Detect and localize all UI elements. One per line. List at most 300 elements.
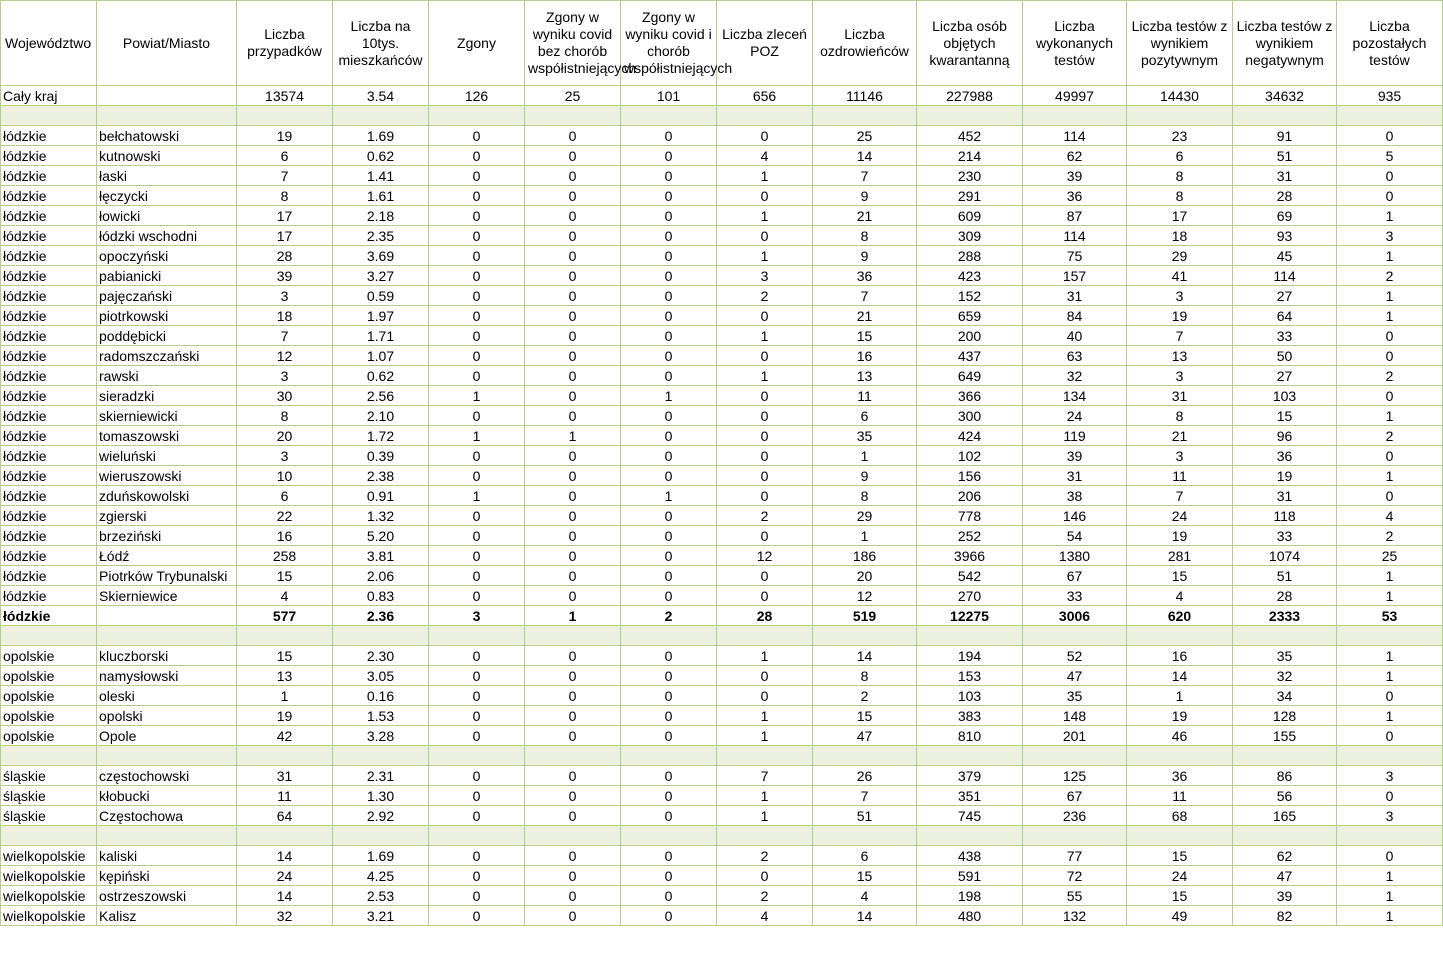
table-cell[interactable]: 0	[525, 526, 621, 546]
column-header[interactable]: Liczba ozdrowieńców	[813, 1, 917, 86]
table-cell[interactable]	[97, 626, 237, 646]
table-cell[interactable]: 0.83	[333, 586, 429, 606]
table-cell[interactable]: 67	[1023, 566, 1127, 586]
table-cell[interactable]: 27	[1233, 366, 1337, 386]
cell-county[interactable]: wieluński	[97, 446, 237, 466]
table-cell[interactable]: 0	[717, 566, 813, 586]
table-cell[interactable]: 0	[1337, 486, 1443, 506]
table-cell[interactable]: 1	[429, 426, 525, 446]
table-cell[interactable]: 4	[237, 586, 333, 606]
table-cell[interactable]	[1233, 826, 1337, 846]
table-cell[interactable]	[717, 746, 813, 766]
table-cell[interactable]: 1	[717, 786, 813, 806]
table-cell[interactable]: 39	[237, 266, 333, 286]
table-cell[interactable]	[429, 626, 525, 646]
table-cell[interactable]: 0	[621, 846, 717, 866]
table-cell[interactable]: 1074	[1233, 546, 1337, 566]
table-cell[interactable]	[1, 746, 97, 766]
table-cell[interactable]: 33	[1233, 326, 1337, 346]
table-cell[interactable]: 1	[1337, 666, 1443, 686]
table-cell[interactable]: 0	[1337, 186, 1443, 206]
cell-voivodeship[interactable]: łódzkie	[1, 406, 97, 426]
cell-voivodeship[interactable]: opolskie	[1, 726, 97, 746]
table-cell[interactable]: 16	[813, 346, 917, 366]
table-cell[interactable]: 0	[525, 386, 621, 406]
table-cell[interactable]: 0	[525, 406, 621, 426]
cell-voivodeship[interactable]: łódzkie	[1, 466, 97, 486]
table-cell[interactable]: 6	[813, 846, 917, 866]
table-cell[interactable]	[1127, 826, 1233, 846]
table-cell[interactable]: 3	[237, 446, 333, 466]
table-cell[interactable]: 0	[429, 686, 525, 706]
table-cell[interactable]: 0	[429, 186, 525, 206]
cell-county[interactable]: bełchatowski	[97, 126, 237, 146]
table-cell[interactable]: 438	[917, 846, 1023, 866]
table-cell[interactable]: 40	[1023, 326, 1127, 346]
table-cell[interactable]: 0	[1337, 346, 1443, 366]
table-cell[interactable]: 3.28	[333, 726, 429, 746]
table-cell[interactable]: 0	[621, 706, 717, 726]
table-cell[interactable]: 34	[1233, 686, 1337, 706]
cell-county[interactable]: łaski	[97, 166, 237, 186]
cell-voivodeship[interactable]: łódzkie	[1, 226, 97, 246]
cell-voivodeship[interactable]: łódzkie	[1, 546, 97, 566]
table-cell[interactable]: 1	[1127, 686, 1233, 706]
table-cell[interactable]: 0.59	[333, 286, 429, 306]
cell-county[interactable]: sieradzki	[97, 386, 237, 406]
table-cell[interactable]: 14	[237, 846, 333, 866]
table-cell[interactable]: 9	[813, 246, 917, 266]
table-cell[interactable]: 36	[813, 266, 917, 286]
table-cell[interactable]: 67	[1023, 786, 1127, 806]
table-cell[interactable]: 4	[813, 886, 917, 906]
table-cell[interactable]: 0	[717, 526, 813, 546]
table-cell[interactable]: 3	[1127, 446, 1233, 466]
table-cell[interactable]: 2	[717, 506, 813, 526]
table-cell[interactable]: 41	[1127, 266, 1233, 286]
cell-county[interactable]: częstochowski	[97, 766, 237, 786]
table-cell[interactable]: 1.07	[333, 346, 429, 366]
table-cell[interactable]: 49	[1127, 906, 1233, 926]
table-cell[interactable]: 28	[237, 246, 333, 266]
table-cell[interactable]: 1	[525, 606, 621, 626]
table-cell[interactable]	[1023, 106, 1127, 126]
column-header[interactable]: Liczba wykonanych testów	[1023, 1, 1127, 86]
table-cell[interactable]: 15	[1127, 846, 1233, 866]
table-cell[interactable]: 0	[525, 906, 621, 926]
table-cell[interactable]: 0	[525, 846, 621, 866]
table-cell[interactable]: 36	[1233, 446, 1337, 466]
table-cell[interactable]: 0	[525, 326, 621, 346]
table-cell[interactable]: 0	[621, 646, 717, 666]
table-cell[interactable]: 86	[1233, 766, 1337, 786]
table-cell[interactable]: 11	[1127, 466, 1233, 486]
table-cell[interactable]: 15	[237, 566, 333, 586]
table-cell[interactable]: 3.05	[333, 666, 429, 686]
table-cell[interactable]: 38	[1023, 486, 1127, 506]
table-cell[interactable]: 1	[717, 366, 813, 386]
cell-county[interactable]: Częstochowa	[97, 806, 237, 826]
table-cell[interactable]: 0	[621, 226, 717, 246]
table-cell[interactable]: 15	[1233, 406, 1337, 426]
table-cell[interactable]: 2.10	[333, 406, 429, 426]
table-cell[interactable]: 0	[429, 146, 525, 166]
cell-voivodeship[interactable]: łódzkie	[1, 166, 97, 186]
table-cell[interactable]	[1, 626, 97, 646]
table-cell[interactable]: 2	[1337, 426, 1443, 446]
table-cell[interactable]	[237, 106, 333, 126]
table-cell[interactable]: 0	[621, 886, 717, 906]
table-cell[interactable]: 157	[1023, 266, 1127, 286]
table-cell[interactable]: 33	[1233, 526, 1337, 546]
table-cell[interactable]: 1.69	[333, 126, 429, 146]
table-cell[interactable]: 0	[1337, 326, 1443, 346]
table-cell[interactable]: 2	[1337, 526, 1443, 546]
table-cell[interactable]: 0	[1337, 786, 1443, 806]
table-cell[interactable]: 424	[917, 426, 1023, 446]
table-cell[interactable]: 1.97	[333, 306, 429, 326]
table-cell[interactable]: 36	[1127, 766, 1233, 786]
table-cell[interactable]: 96	[1233, 426, 1337, 446]
table-cell[interactable]: 0	[525, 366, 621, 386]
cell-voivodeship[interactable]: łódzkie	[1, 266, 97, 286]
table-cell[interactable]: 7	[717, 766, 813, 786]
cell-county[interactable]: wieruszowski	[97, 466, 237, 486]
table-cell[interactable]: 0	[621, 766, 717, 786]
table-cell[interactable]: 31	[1233, 486, 1337, 506]
table-cell[interactable]: 0	[525, 886, 621, 906]
table-cell[interactable]	[1337, 626, 1443, 646]
table-cell[interactable]: 119	[1023, 426, 1127, 446]
table-cell[interactable]: 24	[1127, 866, 1233, 886]
table-cell[interactable]: 1	[237, 686, 333, 706]
cell-voivodeship[interactable]: łódzkie	[1, 426, 97, 446]
table-cell[interactable]: 1	[1337, 906, 1443, 926]
table-cell[interactable]: 1	[1337, 646, 1443, 666]
table-cell[interactable]: 13	[237, 666, 333, 686]
table-cell[interactable]: 31	[237, 766, 333, 786]
table-cell[interactable]: 0	[525, 646, 621, 666]
table-cell[interactable]: 0	[621, 726, 717, 746]
table-cell[interactable]: 20	[237, 426, 333, 446]
table-cell[interactable]: 18	[237, 306, 333, 326]
table-cell[interactable]: 114	[1023, 126, 1127, 146]
table-cell[interactable]: 0	[621, 266, 717, 286]
table-cell[interactable]: 34632	[1233, 86, 1337, 106]
table-cell[interactable]: 51	[813, 806, 917, 826]
cell-county[interactable]: brzeziński	[97, 526, 237, 546]
table-cell[interactable]	[813, 106, 917, 126]
table-cell[interactable]: 0	[429, 466, 525, 486]
table-cell[interactable]: 3	[237, 366, 333, 386]
table-cell[interactable]	[917, 746, 1023, 766]
table-cell[interactable]: 437	[917, 346, 1023, 366]
table-cell[interactable]: 1	[813, 526, 917, 546]
table-cell[interactable]: 51	[1233, 146, 1337, 166]
table-cell[interactable]: 30	[237, 386, 333, 406]
table-cell[interactable]: 47	[1023, 666, 1127, 686]
table-cell[interactable]: 745	[917, 806, 1023, 826]
table-cell[interactable]: 31	[1233, 166, 1337, 186]
table-cell[interactable]: 0	[429, 766, 525, 786]
table-cell[interactable]: 7	[237, 326, 333, 346]
table-cell[interactable]: 0	[429, 546, 525, 566]
table-cell[interactable]: 64	[1233, 306, 1337, 326]
cell-county[interactable]: kłobucki	[97, 786, 237, 806]
table-cell[interactable]: 20	[813, 566, 917, 586]
table-cell[interactable]: 25	[525, 86, 621, 106]
table-cell[interactable]	[1337, 106, 1443, 126]
table-cell[interactable]: 0	[525, 286, 621, 306]
table-cell[interactable]	[1023, 826, 1127, 846]
table-cell[interactable]: 16	[237, 526, 333, 546]
table-cell[interactable]: 649	[917, 366, 1023, 386]
table-cell[interactable]: 0	[525, 686, 621, 706]
table-cell[interactable]: 258	[237, 546, 333, 566]
table-cell[interactable]: 2	[1337, 266, 1443, 286]
table-cell[interactable]	[333, 746, 429, 766]
column-header[interactable]: Zgony w wyniku covid bez chorób współistniejących	[525, 1, 621, 86]
table-cell[interactable]: 12	[813, 586, 917, 606]
table-cell[interactable]	[717, 106, 813, 126]
table-cell[interactable]: 0	[429, 206, 525, 226]
table-cell[interactable]: 8	[1127, 166, 1233, 186]
table-cell[interactable]: 55	[1023, 886, 1127, 906]
table-cell[interactable]: 28	[1233, 186, 1337, 206]
table-cell[interactable]	[1233, 746, 1337, 766]
table-cell[interactable]: 0	[429, 506, 525, 526]
table-cell[interactable]: 0	[525, 186, 621, 206]
table-cell[interactable]: 14	[1127, 666, 1233, 686]
cell-voivodeship[interactable]: łódzkie	[1, 506, 97, 526]
table-cell[interactable]: 6	[237, 146, 333, 166]
table-cell[interactable]: 2	[1337, 366, 1443, 386]
cell-county[interactable]: piotrkowski	[97, 306, 237, 326]
table-cell[interactable]: 126	[429, 86, 525, 106]
table-cell[interactable]: 0	[429, 866, 525, 886]
table-cell[interactable]: 0	[621, 406, 717, 426]
table-cell[interactable]: 2333	[1233, 606, 1337, 626]
cell-county[interactable]: Piotrków Trybunalski	[97, 566, 237, 586]
table-cell[interactable]: 2.92	[333, 806, 429, 826]
table-cell[interactable]: 1	[717, 806, 813, 826]
table-cell[interactable]: 591	[917, 866, 1023, 886]
table-cell[interactable]: 1	[717, 246, 813, 266]
table-cell[interactable]: 2	[717, 886, 813, 906]
table-cell[interactable]: 1	[717, 166, 813, 186]
table-cell[interactable]: 35	[1233, 646, 1337, 666]
table-cell[interactable]: 11	[1127, 786, 1233, 806]
table-cell[interactable]: 656	[717, 86, 813, 106]
table-cell[interactable]: 15	[237, 646, 333, 666]
table-cell[interactable]	[525, 746, 621, 766]
table-cell[interactable]: 1	[717, 646, 813, 666]
table-cell[interactable]: 2.31	[333, 766, 429, 786]
table-cell[interactable]: 0	[525, 766, 621, 786]
table-cell[interactable]: 200	[917, 326, 1023, 346]
table-cell[interactable]: 0	[429, 366, 525, 386]
table-cell[interactable]: 7	[813, 286, 917, 306]
table-cell[interactable]: 227988	[917, 86, 1023, 106]
table-cell[interactable]: 8	[1127, 406, 1233, 426]
table-cell[interactable]: 0	[525, 126, 621, 146]
table-cell[interactable]: 1	[621, 386, 717, 406]
table-cell[interactable]: 1	[1337, 246, 1443, 266]
table-cell[interactable]: 33	[1023, 586, 1127, 606]
table-cell[interactable]	[1233, 106, 1337, 126]
table-cell[interactable]: 9	[813, 186, 917, 206]
table-cell[interactable]: 146	[1023, 506, 1127, 526]
table-cell[interactable]: 51	[1233, 566, 1337, 586]
table-cell[interactable]: 0	[525, 246, 621, 266]
table-cell[interactable]	[97, 826, 237, 846]
table-cell[interactable]: 19	[1233, 466, 1337, 486]
table-cell[interactable]: 1	[1337, 286, 1443, 306]
table-cell[interactable]: 778	[917, 506, 1023, 526]
table-cell[interactable]: 32	[1023, 366, 1127, 386]
cell-county[interactable]: Opole	[97, 726, 237, 746]
cell-county[interactable]: kaliski	[97, 846, 237, 866]
table-cell[interactable]: 0.39	[333, 446, 429, 466]
table-cell[interactable]: 0	[621, 586, 717, 606]
table-cell[interactable]: 19	[1127, 706, 1233, 726]
table-cell[interactable]: 3	[1337, 226, 1443, 246]
table-cell[interactable]: 52	[1023, 646, 1127, 666]
table-cell[interactable]: 12	[717, 546, 813, 566]
table-cell[interactable]: 577	[237, 606, 333, 626]
table-cell[interactable]: 39	[1023, 446, 1127, 466]
table-cell[interactable]	[621, 826, 717, 846]
table-cell[interactable]: 21	[1127, 426, 1233, 446]
cell-voivodeship[interactable]: łódzkie	[1, 246, 97, 266]
table-cell[interactable]: 14	[813, 646, 917, 666]
cell-voivodeship[interactable]: łódzkie	[1, 306, 97, 326]
table-cell[interactable]: 1	[1337, 406, 1443, 426]
table-cell[interactable]: 214	[917, 146, 1023, 166]
table-cell[interactable]: 0	[621, 566, 717, 586]
cell-voivodeship[interactable]: Cały kraj	[1, 86, 97, 106]
table-cell[interactable]: 4	[717, 146, 813, 166]
table-cell[interactable]: 659	[917, 306, 1023, 326]
table-cell[interactable]: 0	[429, 666, 525, 686]
table-cell[interactable]: 0	[621, 366, 717, 386]
cell-county[interactable]: kutnowski	[97, 146, 237, 166]
table-cell[interactable]: 0	[429, 586, 525, 606]
table-cell[interactable]: 0	[429, 346, 525, 366]
table-cell[interactable]: 0	[1337, 686, 1443, 706]
table-cell[interactable]: 379	[917, 766, 1023, 786]
table-cell[interactable]: 1	[1337, 466, 1443, 486]
table-cell[interactable]	[429, 106, 525, 126]
table-cell[interactable]: 64	[237, 806, 333, 826]
table-cell[interactable]: 8	[813, 486, 917, 506]
table-cell[interactable]: 102	[917, 446, 1023, 466]
table-cell[interactable]	[333, 826, 429, 846]
table-cell[interactable]: 0	[717, 666, 813, 686]
table-cell[interactable]: 7	[1127, 326, 1233, 346]
column-header[interactable]: Liczba przypadków	[237, 1, 333, 86]
table-cell[interactable]	[1337, 826, 1443, 846]
cell-voivodeship[interactable]: opolskie	[1, 706, 97, 726]
table-cell[interactable]: 0	[717, 186, 813, 206]
table-cell[interactable]: 4	[1337, 506, 1443, 526]
table-cell[interactable]: 1	[429, 486, 525, 506]
table-cell[interactable]: 0	[525, 726, 621, 746]
table-cell[interactable]: 0	[621, 546, 717, 566]
table-cell[interactable]: 49997	[1023, 86, 1127, 106]
table-cell[interactable]: 68	[1127, 806, 1233, 826]
column-header[interactable]: Liczba testów z wynikiem negatywnym	[1233, 1, 1337, 86]
table-cell[interactable]: 46	[1127, 726, 1233, 746]
cell-voivodeship[interactable]: śląskie	[1, 806, 97, 826]
table-cell[interactable]: 152	[917, 286, 1023, 306]
table-cell[interactable]	[717, 826, 813, 846]
column-header[interactable]: Zgony	[429, 1, 525, 86]
cell-voivodeship[interactable]: łódzkie	[1, 126, 97, 146]
table-cell[interactable]: 383	[917, 706, 1023, 726]
cell-county[interactable]: tomaszowski	[97, 426, 237, 446]
table-cell[interactable]: 0	[621, 686, 717, 706]
table-cell[interactable]: 28	[1233, 586, 1337, 606]
table-cell[interactable]: 0	[429, 526, 525, 546]
table-cell[interactable]: 62	[1023, 146, 1127, 166]
table-cell[interactable]: 0	[621, 306, 717, 326]
table-cell[interactable]: 0	[621, 806, 717, 826]
table-cell[interactable]: 21	[813, 206, 917, 226]
table-cell[interactable]: 2	[717, 286, 813, 306]
table-cell[interactable]: 0	[717, 466, 813, 486]
column-header[interactable]: Liczba zleceń POZ	[717, 1, 813, 86]
table-cell[interactable]: 0	[621, 426, 717, 446]
table-cell[interactable]: 0	[429, 566, 525, 586]
table-cell[interactable]: 0	[525, 866, 621, 886]
table-cell[interactable]: 291	[917, 186, 1023, 206]
table-cell[interactable]: 0	[429, 846, 525, 866]
table-cell[interactable]: 0	[525, 586, 621, 606]
table-cell[interactable]: 3.21	[333, 906, 429, 926]
table-cell[interactable]: 0	[525, 486, 621, 506]
cell-county[interactable]: ostrzeszowski	[97, 886, 237, 906]
table-cell[interactable]	[813, 746, 917, 766]
cell-county[interactable]: zgierski	[97, 506, 237, 526]
table-cell[interactable]: 542	[917, 566, 1023, 586]
table-cell[interactable]: 17	[237, 226, 333, 246]
cell-voivodeship[interactable]: łódzkie	[1, 346, 97, 366]
table-cell[interactable]: 0	[429, 786, 525, 806]
table-cell[interactable]: 1.72	[333, 426, 429, 446]
table-cell[interactable]: 21	[813, 306, 917, 326]
table-cell[interactable]: 23	[1127, 126, 1233, 146]
table-cell[interactable]	[1, 106, 97, 126]
cell-county[interactable]: Łódź	[97, 546, 237, 566]
table-cell[interactable]: 31	[1023, 466, 1127, 486]
table-cell[interactable]: 0	[525, 666, 621, 686]
table-cell[interactable]: 0	[525, 266, 621, 286]
table-cell[interactable]: 32	[1233, 666, 1337, 686]
table-cell[interactable]: 2.56	[333, 386, 429, 406]
table-cell[interactable]: 198	[917, 886, 1023, 906]
table-cell[interactable]: 186	[813, 546, 917, 566]
table-cell[interactable]: 56	[1233, 786, 1337, 806]
cell-voivodeship[interactable]: łódzkie	[1, 206, 97, 226]
table-cell[interactable]: 1	[1337, 566, 1443, 586]
cell-county[interactable]: oleski	[97, 686, 237, 706]
table-cell[interactable]: 7	[1127, 486, 1233, 506]
cell-voivodeship[interactable]: śląskie	[1, 766, 97, 786]
table-cell[interactable]: 47	[1233, 866, 1337, 886]
table-cell[interactable]: 19	[237, 706, 333, 726]
table-cell[interactable]: 0	[1337, 446, 1443, 466]
